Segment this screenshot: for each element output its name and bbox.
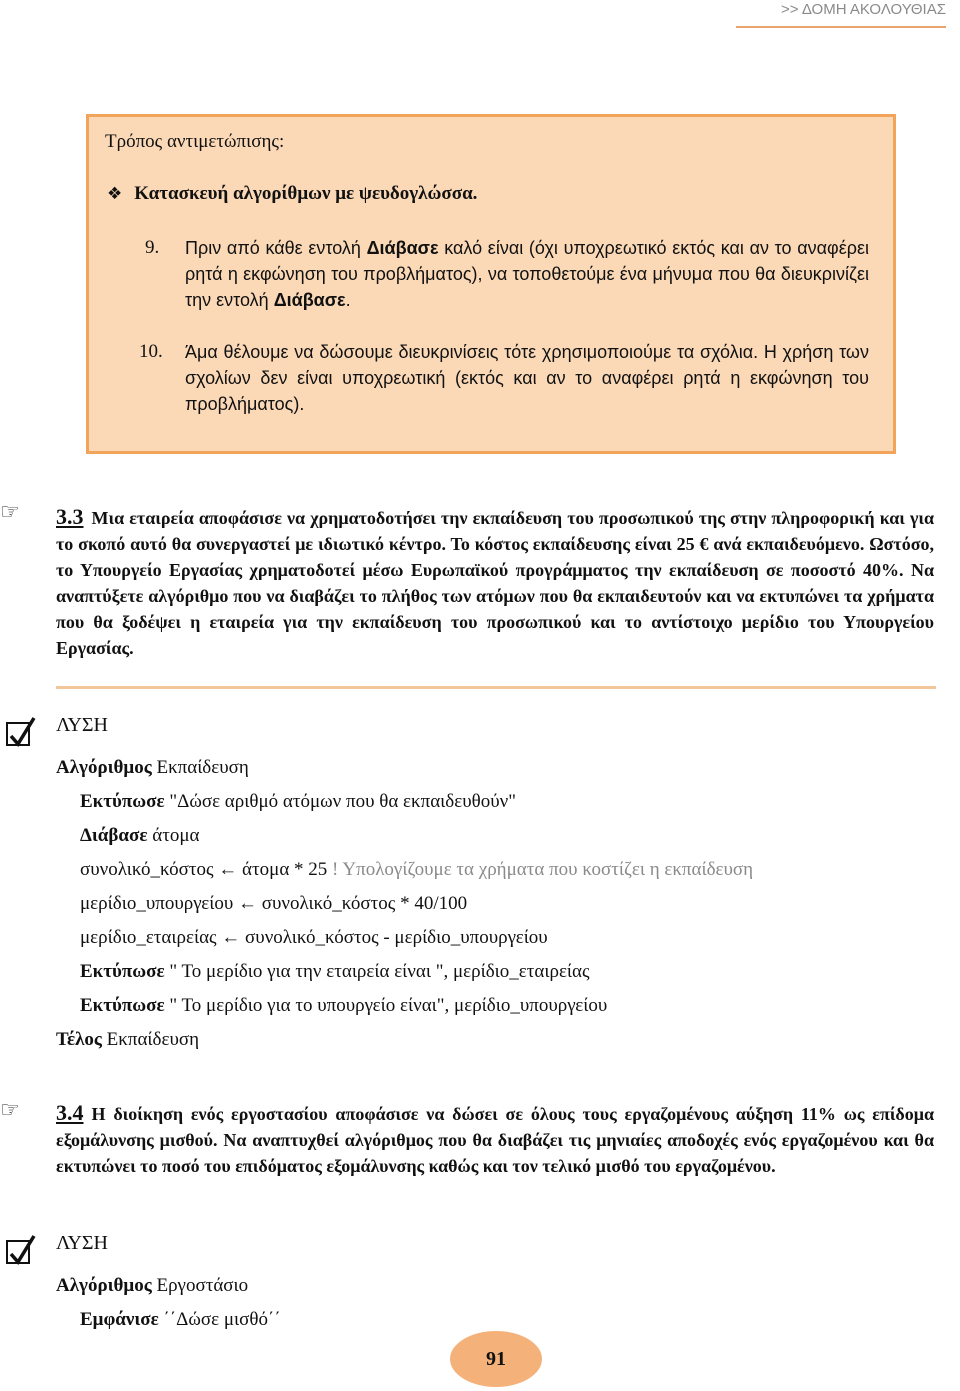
exercise-3-4 xyxy=(56,1100,934,1179)
code-line: συνολικό_κόστος ← άτομα * 25 ! Υπολογίζουμε τα χρήματα που κοστίζει η εκπαίδευση xyxy=(80,859,754,880)
exercise-text: Η διοίκηση ενός εργοστασίου αποφάσισε να δώσει σε όλους τους εργαζομένους αύξηση 11% ως επίδομα εξομάλυνσης μισθού. Να αναπτυχθεί αλγόριθμος που θα διαβάζει τις μηνιαίες αποδοχές ενός εργαζομένου και θα εκτυπώνει το ποσό του επιδόματος εξομάλυνσης καθώς και τον τελικό μισθό του εργαζομένου. xyxy=(56,1104,934,1176)
code-line: Εκτύπωσε "Δώσε αριθμό ατόμων που θα εκπαιδευθούν" xyxy=(80,791,516,812)
section-header: >> ΔΟΜΗ ΑΚΟΛΟΥΘΙΑΣ xyxy=(736,0,946,28)
note-bullet xyxy=(107,183,477,205)
note-item-number: 9. xyxy=(145,237,160,258)
code-line: μερίδιο_υπουργείου ← συνολικό_κόστος * 40/100 xyxy=(80,893,468,914)
checkbox-checked-icon xyxy=(6,722,30,746)
diamond-bullet-icon: ❖ xyxy=(107,184,123,204)
exercise-number: 3.4 xyxy=(56,1100,84,1125)
exercise-3-3 xyxy=(56,504,934,661)
code-line: Εκτύπωσε " Το μερίδιο για την εταιρεία είναι ", μερίδιο_εταιρείας xyxy=(80,961,590,982)
note-item-10 xyxy=(139,339,869,417)
note-item-number: 10. xyxy=(139,341,163,362)
note-bullet-text: Κατασκευή αλγορίθμων με ψευδογλώσσα. xyxy=(134,183,478,204)
code-line: Εκτύπωσε " Το μερίδιο για το υπουργείο είναι", μερίδιο_υπουργείου xyxy=(80,995,608,1016)
note-item-text: Άμα θέλουμε να δώσουμε διευκρινίσεις τότε χρησιμοποιούμε τα σχόλια. Η χρήση των σχολίων δεν είναι υποχρεωτική (εκτός και αν το αναφέρει ρητά η εκφώνηση του προβλήματος). xyxy=(185,342,869,414)
pointing-hand-icon: ☞ xyxy=(0,1098,20,1123)
note-item-9 xyxy=(139,235,869,313)
note-heading: Τρόπος αντιμετώπισης: xyxy=(105,131,285,152)
divider xyxy=(56,686,936,689)
checkbox-checked-icon xyxy=(6,1240,30,1264)
exercise-number: 3.3 xyxy=(56,504,84,529)
code-line: μερίδιο_εταιρείας ← συνολικό_κόστος - μερίδιο_υπουργείου xyxy=(80,927,548,948)
solution-label: ΛΥΣΗ xyxy=(56,714,108,736)
code-line: Τέλος Εκπαίδευση xyxy=(56,1029,200,1050)
page-number: 91 xyxy=(450,1331,542,1387)
note-item-text: Πριν από κάθε εντολή Διάβασε καλό είναι (όχι υποχρεωτικό εκτός και αν το αναφέρει ρητά η εκφώνηση του προβλήματος), να τοποθετούμε ένα μήνυμα που θα διευκρινίζει την εντολή Διάβασε. xyxy=(185,238,869,310)
pointing-hand-icon: ☞ xyxy=(0,500,20,525)
code-comment: ! Υπολογίζουμε τα χρήματα που κοστίζει η εκπαίδευση xyxy=(332,859,754,880)
code-line: Αλγόριθμος Εργοστάσιο xyxy=(56,1275,249,1296)
code-line: Αλγόριθμος Εκπαίδευση xyxy=(56,757,249,778)
code-line: Εμφάνισε ΄΄Δώσε μισθό΄΄ xyxy=(80,1309,281,1330)
solution-label: ΛΥΣΗ xyxy=(56,1232,108,1254)
exercise-text: Μια εταιρεία αποφάσισε να χρηματοδοτήσει την εκπαίδευση του προσωπικού της στην πληροφορική και για το σκοπό αυτό θα συνεργαστεί με ιδιωτικό κέντρο. Το κόστος εκπαίδευσης είναι 25 € ανά εκπαιδευόμενο. Ωστόσο, το Υπουργείο Εργασίας χρηματοδοτεί μέσω Ευρωπαϊκού προγράμματος την εκπαίδευση σε ποσοστό 40%. Να αναπτύξετε αλγόριθμο που να διαβάζει το πλήθος των ατόμων που θα εκπαιδευτούν και να εκτυπώνει τα χρήματα που θα ξοδέψει η εταιρεία για την εκπαίδευση του προσωπικού και το αντίστοιχο μερίδιο του Υπουργείου Εργασίας. xyxy=(56,508,934,658)
method-note-box xyxy=(86,114,896,454)
code-line: Διάβασε άτομα xyxy=(80,825,200,846)
